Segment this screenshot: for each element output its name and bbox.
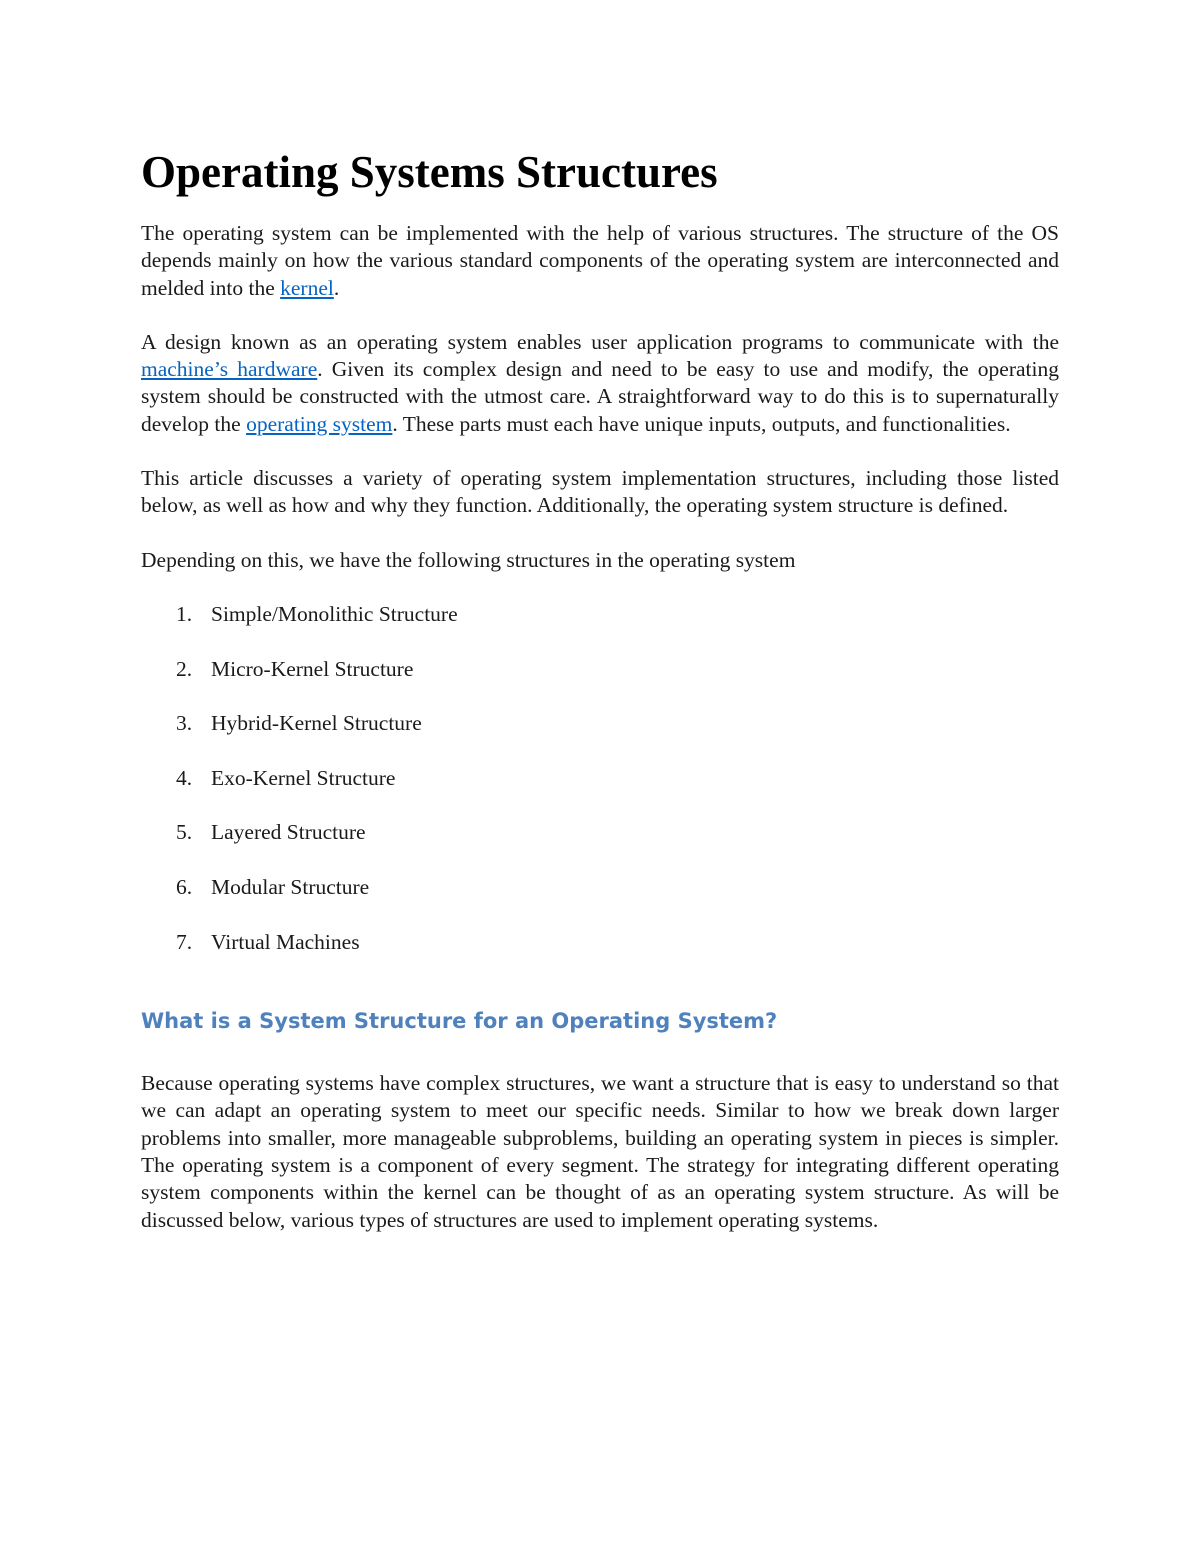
list-item-label: Micro-Kernel Structure xyxy=(211,656,414,681)
list-item-number: 3. xyxy=(176,711,193,736)
list-item-number: 2. xyxy=(176,656,193,681)
list-item xyxy=(141,929,1059,984)
intro-text-end: . xyxy=(333,275,340,300)
list-item-number: 5. xyxy=(176,820,193,845)
article-paragraph: This article discusses a variety of operating system implementation structures, including those listed below, as well as how and why they function. Additionally, the operating system structure is defined. xyxy=(141,466,1059,518)
list-item xyxy=(141,656,1059,711)
list-item xyxy=(141,819,1059,874)
list-item xyxy=(141,765,1059,820)
design-text-1: A design known as an operating system enables user application programs to communicate with the xyxy=(141,329,1059,354)
design-paragraph xyxy=(141,329,1059,438)
list-item-label: Exo-Kernel Structure xyxy=(211,765,396,790)
list-item-label: Layered Structure xyxy=(211,820,366,845)
document-page xyxy=(141,140,1059,1261)
list-item-label: Hybrid-Kernel Structure xyxy=(211,711,422,736)
machine-hardware-link[interactable]: machine’s hardware xyxy=(141,357,318,382)
design-text-2: . Given its complex design and need to be easy to use and modify, the operating system should be constructed with the utmost care. A straightforward way to do this is to supernaturally develop the xyxy=(141,357,1060,436)
list-item xyxy=(141,874,1059,929)
page-title: Operating Systems Structures xyxy=(141,147,718,197)
intro-text: The operating system can be implemented with the help of various structures. The structure of the OS depends mainly on how the various standard components of the operating system are interconnected and melded into the xyxy=(141,221,1059,300)
operating-system-link[interactable]: operating system xyxy=(246,411,393,436)
section-paragraph: Because operating systems have complex structures, we want a structure that is easy to understand so that we can adapt an operating system to meet our specific needs. Similar to how we break down larger problems into smaller, more manageable subproblems, building an operating system in pieces is simpler. The operating system is a component of every segment. The strategy for integrating different operating system components within the kernel can be thought of as an operating system structure. As will be discussed below, various types of structures are used to implement operating systems. xyxy=(141,1071,1059,1232)
list-item xyxy=(141,601,1059,656)
design-text-3: . These parts must each have unique inputs, outputs, and functionalities. xyxy=(392,411,1011,436)
list-item-label: Modular Structure xyxy=(211,874,370,899)
structures-list xyxy=(141,601,1059,983)
list-item-label: Simple/Monolithic Structure xyxy=(211,601,458,626)
list-item-number: 1. xyxy=(176,601,193,626)
kernel-link[interactable]: kernel xyxy=(280,275,334,300)
list-item-number: 6. xyxy=(176,874,193,899)
list-item-label: Virtual Machines xyxy=(211,929,360,954)
section-heading: What is a System Structure for an Operating System? xyxy=(141,1009,778,1034)
intro-paragraph xyxy=(141,220,1059,302)
list-item-number: 4. xyxy=(176,765,193,790)
list-intro: Depending on this, we have the following structures in the operating system xyxy=(141,547,796,572)
list-item xyxy=(141,710,1059,765)
list-item-number: 7. xyxy=(176,929,193,954)
